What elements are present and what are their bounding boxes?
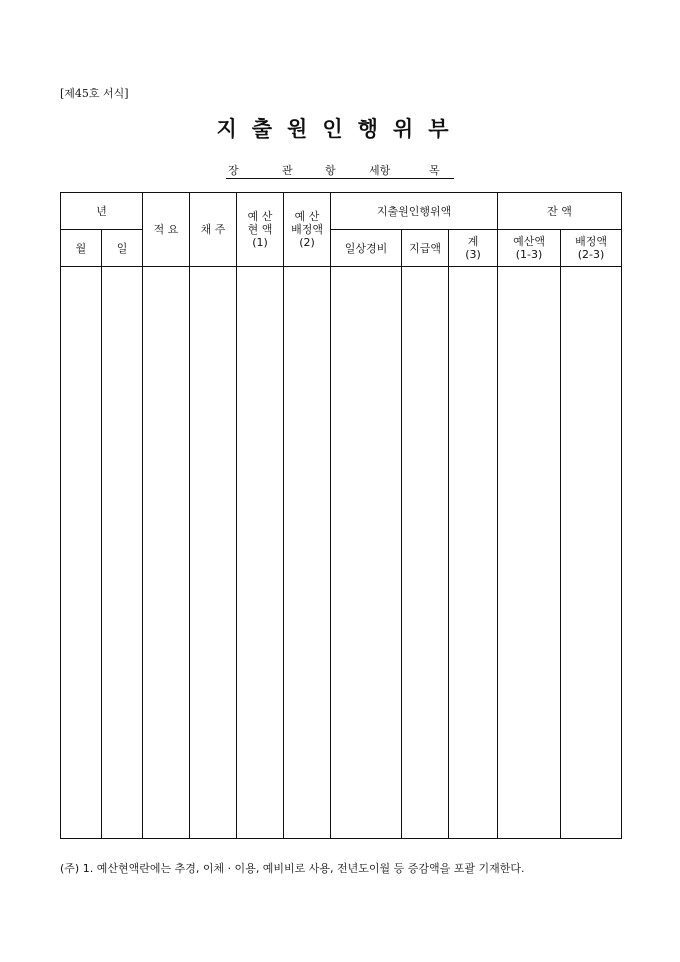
balance-group-header: 잔 액 (498, 193, 622, 230)
balance-budget-header (498, 230, 561, 267)
budget-current-cell[interactable] (237, 267, 284, 839)
year-header: 년 (61, 193, 143, 230)
footnote: (주) 1. 예산현액란에는 추경, 이체 · 이용, 예비비로 사용, 전년도이월 등 증감액을 포괄 기재한다. (60, 862, 525, 875)
ledger-table (60, 192, 622, 839)
payment-header: 지급액 (402, 230, 449, 267)
hang-label: 항 (325, 164, 336, 177)
total-header (449, 230, 498, 267)
budget-current-line3: (1) (252, 236, 268, 249)
balance-budget-cell[interactable] (498, 267, 561, 839)
creditor-header: 채 주 (190, 193, 237, 267)
day-header: 일 (102, 230, 143, 267)
payment-cell[interactable] (402, 267, 449, 839)
balance-alloc-header (561, 230, 622, 267)
jang-label: 장 (228, 164, 239, 177)
gwan-label: 관 (282, 164, 293, 177)
budget-alloc-cell[interactable] (284, 267, 331, 839)
balance-budget-line2: (1-3) (515, 248, 543, 261)
expenditure-group-header: 지출원인행위액 (331, 193, 498, 230)
balance-alloc-cell[interactable] (561, 267, 622, 839)
daily-expense-cell[interactable] (331, 267, 402, 839)
mok-label: 목 (429, 164, 440, 177)
total-line1: 계 (467, 235, 479, 248)
budget-current-line2: 현 액 (247, 223, 273, 236)
month-header: 월 (61, 230, 102, 267)
budget-alloc-header (284, 193, 331, 267)
creditor-cell[interactable] (190, 267, 237, 839)
day-cell[interactable] (102, 267, 143, 839)
budget-alloc-line3: (2) (299, 236, 315, 249)
page-title: 지출원인행위부 (216, 116, 464, 141)
total-cell[interactable] (449, 267, 498, 839)
budget-alloc-line1: 예 산 (294, 210, 320, 223)
budget-alloc-line2: 배정액 (291, 223, 323, 236)
balance-alloc-line1: 배정액 (575, 235, 607, 248)
daily-expense-header: 일상경비 (331, 230, 402, 267)
summary-header: 적 요 (143, 193, 190, 267)
balance-budget-line1: 예산액 (513, 235, 545, 248)
summary-cell[interactable] (143, 267, 190, 839)
month-cell[interactable] (61, 267, 102, 839)
budget-current-line1: 예 산 (247, 210, 273, 223)
budget-classification-line (226, 160, 454, 179)
form-number: [제45호 서식] (60, 87, 129, 100)
budget-current-header (237, 193, 284, 267)
balance-alloc-line2: (2-3) (577, 248, 605, 261)
total-line2: (3) (465, 248, 481, 261)
sehang-label: 세항 (369, 164, 391, 177)
